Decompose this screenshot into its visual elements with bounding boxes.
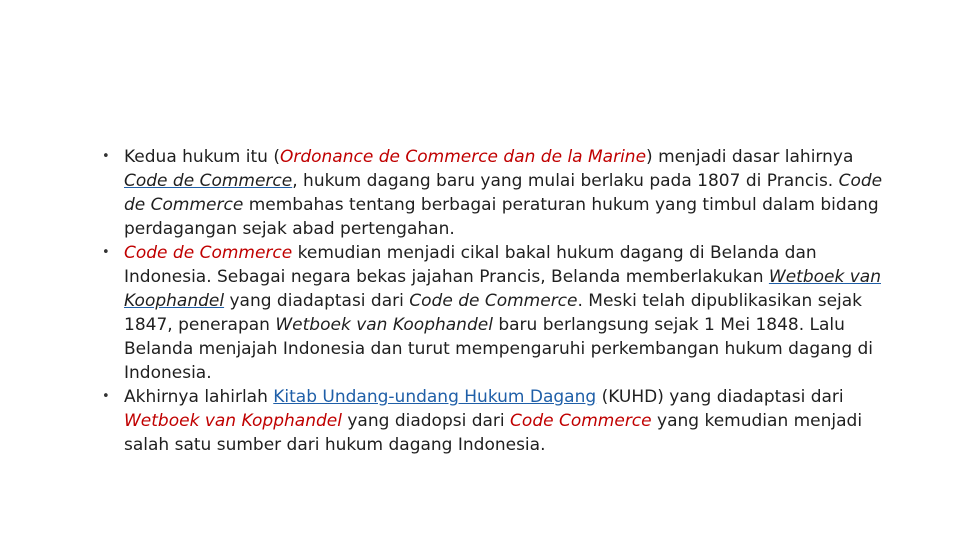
bullet-item xyxy=(100,385,900,457)
text-segment: Kedua hukum itu ( xyxy=(124,147,280,167)
emphasis-red: Wetboek van Kopphandel xyxy=(124,411,342,431)
text-segment: baru berlangsung sejak 1 Mei 1848. Lalu Belanda menjajah Indonesia dan turut mempengaruhi perkembangan hukum dagang di Indonesia. xyxy=(124,315,874,383)
bullet-item xyxy=(100,145,900,241)
emphasis-italic: Code de Commerce xyxy=(124,171,883,215)
bullet-dot-icon: • xyxy=(102,389,110,404)
emphasis-italic: Code de Commerce xyxy=(409,291,578,311)
text-segment: yang kemudian menjadi salah satu sumber dari hukum dagang Indonesia. xyxy=(124,411,863,455)
emphasis-red: Code de Commerce xyxy=(124,243,293,263)
text-segment: kemudian menjadi cikal bakal hukum dagang di Belanda dan Indonesia. Sebagai negara bekas jajahan Prancis, Belanda memberlakukan xyxy=(124,243,817,287)
text-segment: yang diadopsi dari xyxy=(341,411,511,431)
text-segment: , hukum dagang baru yang mulai berlaku pada 1807 di Prancis. xyxy=(292,171,839,191)
text-segment: membahas tentang berbagai peraturan hukum yang timbul dalam bidang perdagangan sejak abad pertengahan. xyxy=(124,195,879,239)
emphasis-red: Code Commerce xyxy=(510,411,652,431)
hyperlink-kuhd[interactable]: Kitab Undang-undang Hukum Dagang xyxy=(273,387,597,407)
bullet-list xyxy=(100,145,900,457)
text-segment: ) menjadi dasar lahirnya xyxy=(646,147,854,167)
hyperlink-code-de-commerce[interactable]: Code de Commerce xyxy=(124,171,293,191)
hyperlink-wetboek-van-koophandel[interactable]: Wetboek van Koophandel xyxy=(124,267,881,311)
emphasis-italic: Wetboek van Koophandel xyxy=(275,315,493,335)
bullet-item xyxy=(100,241,900,385)
text-segment: . Meski telah dipublikasikan sejak 1847, penerapan xyxy=(124,291,863,335)
bullet-dot-icon: • xyxy=(102,245,110,260)
text-segment: Akhirnya lahirlah xyxy=(124,387,274,407)
bullet-dot-icon: • xyxy=(102,149,110,164)
text-segment: yang diadaptasi dari xyxy=(224,291,410,311)
emphasis-red: Ordonance de Commerce dan de la Marine xyxy=(279,147,647,167)
text-segment: (KUHD) yang diadaptasi dari xyxy=(596,387,844,407)
